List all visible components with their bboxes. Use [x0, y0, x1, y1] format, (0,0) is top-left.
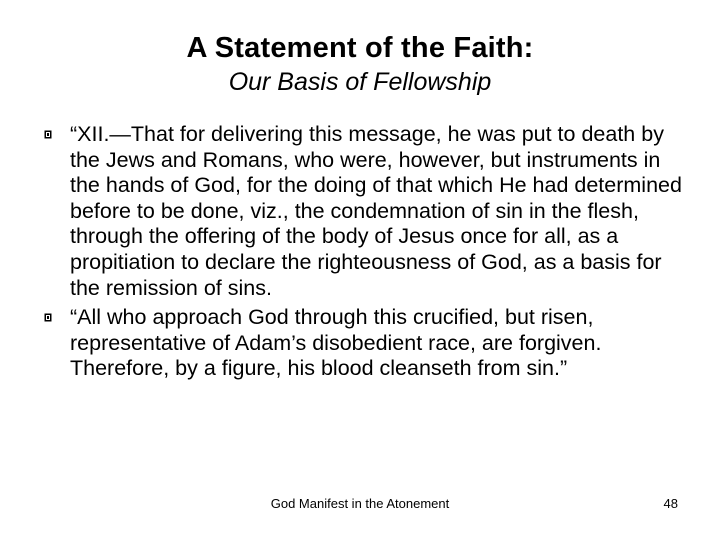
page-number: 48 — [663, 496, 678, 511]
square-bullet-icon — [44, 313, 52, 322]
slide-footer: God Manifest in the Atonement — [270, 496, 450, 511]
bullet-text: “All who approach God through this crucified, but risen, representative of Adam’s disobedient race, are forgiven. Therefore, by a figure, his blood cleanseth from sin.” — [70, 305, 602, 381]
square-bullet-icon — [44, 130, 52, 139]
slide-title: A Statement of the Faith: — [186, 32, 534, 64]
bullet-item-statement-xii — [44, 122, 684, 301]
slide-subtitle: Our Basis of Fellowship — [228, 68, 492, 96]
bullet-list — [44, 122, 684, 382]
bullet-item-forgiveness — [44, 305, 684, 382]
bullet-text: “XII.—That for delivering this message, he was put to death by the Jews and Romans, who were, however, but instruments in the hands of God, for the doing of that which He had determined before to be done, viz., the condemnation of sin in the flesh, through the offering of the body of Jesus once for all, as a propitiation to declare the righteousness of God, as a basis for the remission of sins. — [70, 122, 682, 300]
